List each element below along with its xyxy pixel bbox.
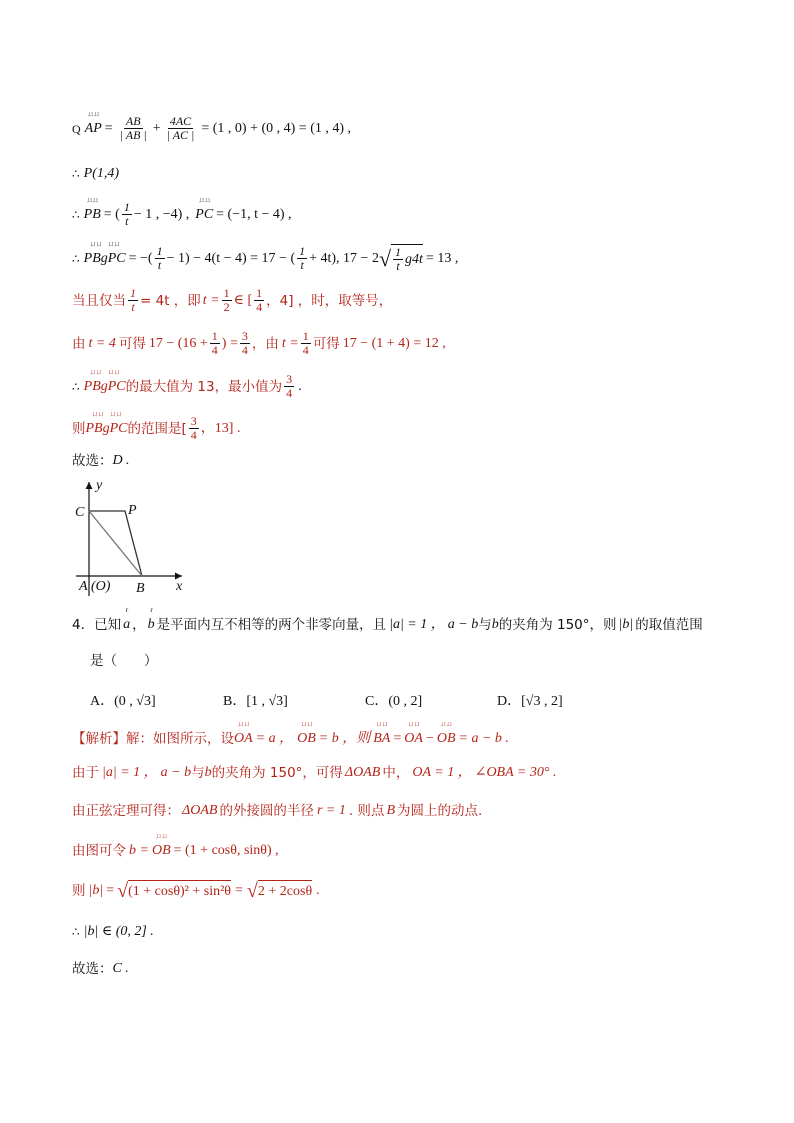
vector-pc: ㄩㄩ PC bbox=[195, 195, 214, 222]
text-circumradius: 的外接圆的半径 bbox=[219, 803, 314, 819]
fraction-3-over-4: $\frac{3}{4}$ bbox=[286, 372, 293, 400]
analysis-tag: 【解析】 bbox=[72, 731, 126, 747]
text-only-when: 当且仅当 bbox=[72, 292, 126, 309]
fraction-1-over-4: $\frac{1}{4}$ bbox=[211, 329, 218, 357]
abs-b: |b| bbox=[88, 883, 104, 898]
sqrt-2: √ 2 + 2cosθ bbox=[246, 880, 313, 902]
text-given: 已知 bbox=[94, 617, 122, 633]
dot-product-pb-pc: ㄩㄩ ㄩㄩ PBgPC bbox=[85, 409, 128, 436]
answer-value: D bbox=[112, 453, 123, 468]
text-and: 与 bbox=[478, 617, 492, 633]
equals: = bbox=[393, 731, 402, 746]
fraction-3-over-4: $\frac{3}{4}$ bbox=[241, 329, 248, 357]
t-equals-4: t = 4 bbox=[88, 335, 116, 351]
analysis-line-2 bbox=[72, 763, 556, 783]
text-in: 中， bbox=[382, 765, 410, 781]
therefore-mark: ∴ bbox=[72, 251, 80, 266]
solution-line-1 bbox=[72, 109, 352, 142]
vector-b: b bbox=[204, 765, 212, 780]
solution-line-6 bbox=[72, 330, 446, 357]
text-get: 可得 bbox=[118, 335, 146, 352]
text-range: 的取值范围 bbox=[635, 617, 703, 633]
option-a[interactable]: A．(0 , √3] bbox=[90, 694, 156, 709]
solution-line-8 bbox=[72, 409, 241, 442]
vector-pb: ㄩㄩ PB bbox=[83, 195, 101, 222]
label-o: (O) bbox=[91, 579, 111, 594]
text-since: 由于 bbox=[72, 765, 99, 781]
text-from: 由 bbox=[72, 335, 86, 352]
text-get: 可得 bbox=[312, 335, 340, 352]
question-4-line-2 bbox=[90, 651, 158, 671]
eq-a-minus-b: = a − b . bbox=[458, 731, 509, 746]
therefore-mark: ∴ bbox=[72, 207, 80, 222]
a-minus-b: a − b bbox=[447, 617, 479, 632]
expr-12: 17 − (1 + 4) = 12 , bbox=[342, 335, 446, 351]
vector-ob: ㄩㄩ OB bbox=[297, 720, 316, 746]
minus: − bbox=[425, 731, 434, 746]
expr-part-2: − 1) − 4(t − 4) = 17 − ( bbox=[166, 250, 296, 266]
solution-line-5 bbox=[72, 287, 392, 314]
in-interval: ∈ [ bbox=[233, 292, 253, 308]
ob-coordinates: = (1 + cosθ, sinθ) , bbox=[173, 843, 279, 858]
eq-open: = ( bbox=[103, 206, 120, 222]
expr-part-1: = −( bbox=[128, 250, 153, 266]
vector-a: r a bbox=[123, 606, 131, 632]
label-c: C bbox=[75, 505, 85, 520]
angle-oba: ∠OBA = 30° . bbox=[474, 765, 557, 780]
period: . bbox=[125, 453, 130, 468]
sqrt-expression: √ $\frac{1}{t}$ g4t bbox=[378, 245, 423, 273]
vector-b: r b bbox=[147, 606, 155, 632]
triangle-oab: ΔOAB bbox=[182, 803, 218, 818]
vector-ob: ㄩㄩ OB bbox=[436, 720, 456, 746]
r-equals-1: r = 1 bbox=[316, 803, 346, 818]
analysis-line-4 bbox=[72, 832, 279, 861]
text-and: 与 bbox=[191, 765, 205, 781]
fraction-1-over-t: $\frac{1}{t}$ bbox=[156, 244, 163, 272]
analysis-line-1 bbox=[72, 720, 509, 749]
pc-rest: = (−1, t − 4) , bbox=[216, 206, 292, 222]
fraction-1-over-4: $\frac{1}{4}$ bbox=[302, 329, 309, 357]
text-then: 则 bbox=[72, 420, 86, 437]
equals: = bbox=[106, 883, 115, 898]
text-angle: 的夹角为 150°，可得 bbox=[211, 765, 343, 781]
text-then: 则 bbox=[72, 883, 86, 899]
a-minus-b: a − b bbox=[160, 765, 192, 780]
text-from-figure: 由图可令 bbox=[72, 843, 126, 859]
solution-line-4 bbox=[72, 239, 459, 273]
text-range: 的范围是[ bbox=[127, 420, 187, 437]
label-y: y bbox=[96, 478, 103, 493]
text-as-shown: 解：如图所示，设 bbox=[126, 731, 234, 747]
vector-ob: ㄩㄩ OB bbox=[151, 832, 171, 858]
label-p: P bbox=[128, 503, 137, 518]
therefore-mark: ∴ bbox=[72, 925, 80, 939]
text-then-point: . 则点 bbox=[348, 803, 385, 819]
period: . bbox=[316, 883, 320, 898]
fraction-3-over-4: $\frac{3}{4}$ bbox=[190, 414, 197, 442]
expr-part-3: + 4t), 17 − 2 bbox=[309, 250, 379, 266]
since-mark: Q bbox=[72, 121, 81, 136]
fraction-1-over-4: $\frac{1}{4}$ bbox=[256, 286, 263, 314]
triangle-oab: ΔOAB bbox=[344, 765, 381, 780]
equals: = bbox=[104, 120, 113, 136]
text-angle: 的夹角为 150°，则 bbox=[498, 617, 617, 633]
text-equals-4t: = 4t ，即 bbox=[140, 292, 201, 309]
option-c[interactable]: C．(0 , 2] bbox=[365, 694, 423, 709]
fraction-1-over-t: $\frac{1}{t}$ bbox=[123, 200, 130, 228]
b-range: |b| ∈ (0, 2] . bbox=[83, 924, 154, 939]
analysis-line-3 bbox=[72, 801, 482, 821]
solution-line-3 bbox=[72, 195, 292, 228]
answer-value: C bbox=[112, 961, 122, 976]
fraction-ab: $\frac{AB}{| AB |}$ bbox=[119, 114, 147, 142]
coordinate-figure bbox=[70, 478, 200, 598]
option-d[interactable]: D．[√3 , 2] bbox=[497, 694, 563, 709]
question-number: 4． bbox=[72, 617, 95, 633]
answer-label: 故选： bbox=[72, 453, 113, 469]
analysis-line-6 bbox=[72, 922, 154, 942]
eq-b: = b ，则 bbox=[318, 731, 371, 746]
comma: ， bbox=[132, 617, 146, 633]
expr-part-4: = 13 , bbox=[425, 250, 459, 266]
vector-oa: ㄩㄩ OA bbox=[404, 720, 423, 746]
answer-label: 故选： bbox=[72, 961, 113, 977]
vector-b: b bbox=[491, 617, 499, 632]
label-x: x bbox=[176, 579, 183, 594]
expr-close: ) = bbox=[221, 335, 238, 351]
solution-line-2 bbox=[72, 164, 119, 184]
t-equals: t = bbox=[202, 292, 220, 308]
text-max-min: 的最大值为 13，最小值为 bbox=[125, 378, 283, 395]
question-4-line-1 bbox=[72, 606, 703, 635]
oa-equals-1: OA = 1 ， bbox=[412, 765, 472, 780]
sqrt-1: √ (1 + cosθ)² + sin²θ bbox=[117, 880, 232, 902]
vector-oa: ㄩㄩ OA bbox=[234, 720, 253, 746]
equals: = bbox=[235, 883, 243, 898]
abs-a: |a| = 1 ， bbox=[102, 765, 158, 780]
eq-a: = a ， bbox=[255, 731, 294, 746]
label-b: B bbox=[136, 581, 145, 596]
text-sine-law: 由正弦定理可得： bbox=[72, 803, 180, 819]
point-p: P(1,4) bbox=[83, 166, 120, 181]
fraction-ac: $\frac{4AC}{| AC |}$ bbox=[166, 114, 195, 142]
option-b[interactable]: B．[1 , √3] bbox=[223, 694, 288, 709]
vector-ba: ㄩㄩ BA bbox=[373, 720, 391, 746]
dot-product-pb-pc: ㄩㄩ ㄩㄩ PBgPC bbox=[83, 239, 126, 266]
period: . bbox=[124, 961, 129, 976]
label-a: A bbox=[79, 579, 88, 594]
text-equality: ，4] ，时，取等号， bbox=[266, 292, 393, 309]
vector-ap: ㄩㄩ AP bbox=[84, 109, 102, 136]
range-end: ，13] . bbox=[200, 420, 241, 436]
period: . bbox=[298, 378, 302, 394]
t-equals: t = bbox=[281, 335, 299, 351]
plus: + bbox=[152, 120, 161, 136]
abs-a: |a| = 1 ， bbox=[389, 617, 445, 632]
pb-rest: − 1 , −4) , bbox=[133, 206, 190, 222]
therefore-mark: ∴ bbox=[72, 167, 80, 181]
analysis-line-5 bbox=[72, 880, 320, 902]
abs-b: |b| bbox=[618, 617, 634, 632]
text-nonzero-vectors: 是平面内互不相等的两个非零向量，且 bbox=[156, 617, 387, 633]
line-1-rest: = (1 , 0) + (0 , 4) = (1 , 4) , bbox=[201, 120, 352, 136]
expr-17: 17 − (16 + bbox=[148, 335, 208, 351]
answer-line-q4 bbox=[72, 959, 128, 979]
fraction-1-over-t: $\frac{1}{t}$ bbox=[299, 244, 306, 272]
text-from: ，由 bbox=[251, 335, 279, 352]
fraction-1-over-2: $\frac{1}{2}$ bbox=[223, 286, 230, 314]
b-equals: b = bbox=[129, 843, 149, 858]
text-is: 是（ ） bbox=[90, 653, 158, 669]
dot-product-pb-pc: ㄩㄩ ㄩㄩ PBgPC bbox=[83, 367, 126, 394]
fraction-1-over-t: $\frac{1}{t}$ bbox=[130, 286, 136, 314]
solution-line-7 bbox=[72, 367, 302, 400]
point-b: B bbox=[386, 803, 395, 818]
therefore-mark: ∴ bbox=[72, 379, 80, 394]
text-moving-point: 为圆上的动点. bbox=[397, 803, 483, 819]
answer-line-q3 bbox=[72, 451, 129, 471]
